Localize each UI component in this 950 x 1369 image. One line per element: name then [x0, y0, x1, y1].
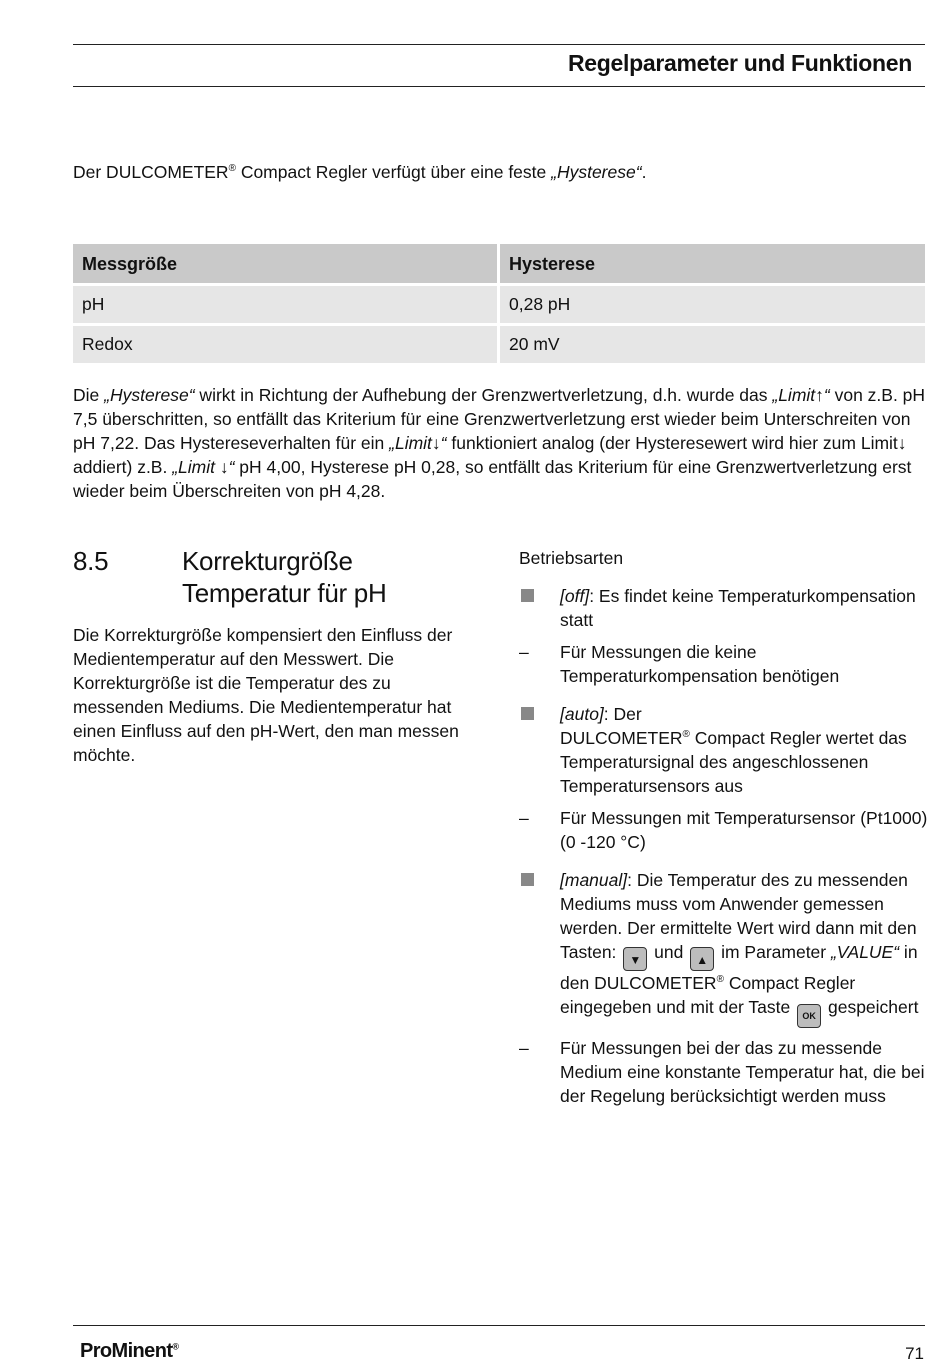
header-top-rule [73, 44, 925, 45]
mode-text: gespeichert [823, 997, 919, 1017]
mode-subitem [519, 806, 929, 854]
intro-paragraph [73, 160, 933, 184]
brand-text: DULCOMETER [560, 728, 683, 748]
up-arrow-key-icon: ▲ [690, 947, 714, 971]
mode-text: : Die Temperatur des zu messenden Mediums muss vom Anwender gemessen werden. Der ermittelte Wert wird dann mit den Tasten: [560, 870, 917, 962]
mode-text: und [649, 942, 689, 962]
mode-text: Compact Regler wertet das Temperatursignal des angeschlossenen Temperatursensors aus [560, 728, 907, 796]
brand-text: DULCOMETER [594, 973, 717, 993]
header-bottom-rule [73, 86, 925, 87]
operating-modes [519, 546, 929, 1108]
intro-text: Der DULCOMETER [73, 162, 229, 182]
table-header-cell: Hysterese [500, 244, 925, 283]
table-cell: Redox [73, 326, 497, 363]
mode-text: : Es findet keine Temperaturkompensation statt [560, 586, 916, 630]
mode-item-auto [519, 702, 929, 798]
bullet-square-icon [521, 873, 534, 886]
table-header-cell: Messgröße [73, 244, 497, 283]
hysterese-term: „Hysterese“ [551, 162, 642, 182]
bullet-square-icon [521, 707, 534, 720]
explanation-text: Die [73, 385, 105, 405]
section-paragraph: Die Korrekturgröße kompensiert den Einfluss der Medientemperatur auf den Messwert. Die Korrekturgröße ist die Temperatur des zu messenden Mediums. Die Medientemperatur hat einen Einfluss auf den pH-Wert, den man messen möchte. [73, 625, 459, 765]
mode-item-off [519, 584, 929, 632]
mode-subitem-text: Für Messungen mit Temperatursensor (Pt1000) (0 -120 °C) [560, 808, 928, 852]
footer-rule [73, 1325, 925, 1326]
dash-icon: – [519, 808, 529, 828]
explanation-text: wirkt in Richtung der Aufhebung der Grenzwertverletzung, d.h. wurde das [194, 385, 773, 405]
mode-subitem-text: Für Messungen die keine Temperaturkompensation benötigen [560, 642, 840, 686]
hysteresis-table [73, 244, 925, 366]
mode-text: Compact Regler eingegeben und mit der Taste [560, 973, 856, 1017]
section-number: 8.5 [73, 546, 109, 576]
limit-down-term: „Limit↓“ [389, 433, 447, 453]
value-param-term: „VALUE“ [830, 942, 900, 962]
registered-mark: ® [682, 729, 690, 741]
ok-key-icon: OK [797, 1004, 821, 1028]
hysterese-term: „Hysterese“ [104, 385, 195, 405]
mode-text: : Der [603, 704, 642, 724]
bullet-square-icon [521, 589, 534, 602]
mode-tag: [manual] [560, 870, 628, 890]
mode-item-manual [519, 868, 929, 1028]
mode-tag: [auto] [560, 704, 604, 724]
section-title: Korrekturgröße Temperatur für pH [182, 546, 387, 608]
explanation-text: pH 4,00, Hysterese pH 0,28, so entfällt das Kriterium für eine Grenzwertverletzung erst wieder beim Überschreiten von pH 4,28. [73, 457, 912, 501]
explanation-text: funktioniert analog (der Hysteresewert wird hier zum Limit↓ addiert) z.B. [73, 433, 907, 477]
table-cell: 20 mV [500, 326, 925, 363]
dash-icon: – [519, 642, 529, 662]
table-cell: 0,28 pH [500, 286, 925, 323]
prominent-logo [80, 1340, 178, 1363]
table-row [73, 326, 925, 363]
intro-text: . [641, 162, 647, 182]
operating-modes-heading: Betriebsarten [519, 548, 624, 568]
mode-subitem-text: Für Messungen bei der das zu messende Medium eine konstante Temperatur hat, die bei der Regelung berücksichtigt werden muss [560, 1038, 925, 1106]
table-cell: pH [73, 286, 497, 323]
page-header-title: Regelparameter und Funktionen [567, 50, 912, 76]
mode-tag: [off] [560, 586, 590, 606]
down-arrow-key-icon: ▼ [623, 947, 647, 971]
mode-text: im Parameter [716, 942, 831, 962]
mode-subitem [519, 1036, 929, 1108]
limit-down-term: „Limit ↓“ [172, 457, 235, 477]
registered-mark: ® [172, 1341, 179, 1352]
explanation-text: von z.B. pH 7,5 überschritten, so entfällt das Kriterium für eine Grenzwertverletzung erst wieder beim Unterschreiten von pH 7,22. Das Hystereseverhalten für ein [73, 385, 926, 453]
intro-text: Compact Regler verfügt über eine feste [235, 162, 552, 182]
mode-subitem [519, 640, 929, 688]
table-header-row [73, 244, 925, 283]
mode-text: in den [560, 942, 918, 993]
registered-mark: ® [228, 163, 236, 175]
dash-icon: – [519, 1038, 529, 1058]
registered-mark: ® [716, 974, 724, 986]
page-number: 71 [905, 1344, 924, 1363]
logo-text: ProMinent [80, 1340, 173, 1362]
table-row [73, 286, 925, 323]
limit-up-term: „Limit↑“ [772, 385, 830, 405]
hysteresis-explanation [73, 383, 933, 503]
